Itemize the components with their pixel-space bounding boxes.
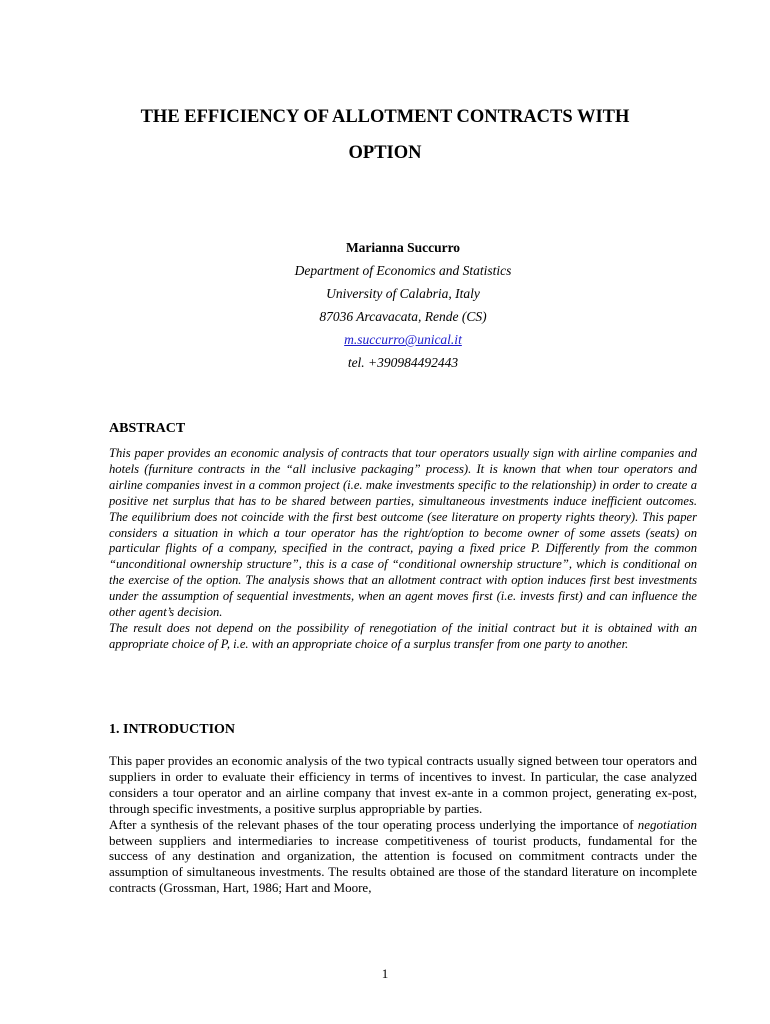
introduction-paragraph-2-start: After a synthesis of the relevant phases of the tour operating process underlying the importance of (109, 816, 638, 832)
abstract-body (109, 446, 697, 653)
introduction-body (109, 753, 697, 896)
title-line-2: OPTION (348, 143, 422, 163)
introduction-paragraph-2 (109, 817, 697, 897)
author-name: Marianna Succurro (345, 240, 461, 255)
author-department: Department of Economics and Statistics (294, 263, 512, 278)
paper-title (60, 99, 710, 171)
introduction-heading: 1. INTRODUCTION (109, 722, 236, 737)
negotiation-emphasis: negotiation (637, 816, 697, 832)
author-telephone: tel. +390984492443 (347, 355, 459, 370)
introduction-paragraph-2-end: between suppliers and intermediaries to increase competitiveness of tourist products, fundamental for the success of any destination and organization, the attention is focused on commitment contracts under the assumption of simultaneous investments. The results obtained are those of the standard literature on incomplete contracts (Grossman, Hart, 1986; Hart and Moore, (109, 832, 697, 896)
introduction-paragraph-1: This paper provides an economic analysis of the two typical contracts usually signed between tour operators and suppliers in order to evaluate their efficiency in terms of incentives to invest. In particular, the case analyzed considers a tour operator and an airline company that invest ex-ante in a common project, generating ex-post, through specific investments, a positive surplus appropriable by parties. (109, 753, 697, 816)
abstract-paragraph-1: This paper provides an economic analysis of contracts that tour operators usually sign with airline companies and hotels (furniture contracts in the “all inclusive packaging” process). It is known that when tour operators and airline companies invest in a common project (i.e. make investments specific to the relationship) in order to create a positive net surplus that has to be shared between parties, simultaneous investments induce inefficient outcomes. The equilibrium does not coincide with the first best outcome (see literature on property rights theory). This paper considers a situation in which a tour operator has the right/option to become owner of some assets (seats) on particular flights of a company, specified in the contract, paying a fixed price P. Differently from the common “unconditional ownership structure”, this is a case of “conditional ownership structure”, which is conditional on the exercise of the option. The analysis shows that an allotment contract with option induces first best investments under the assumption of sequential investments, when an agent moves first (i.e. invests first) and can influence the other agent’s decision. (109, 446, 697, 620)
title-line-1: THE EFFICIENCY OF ALLOTMENT CONTRACTS WITH (140, 107, 630, 127)
author-university: University of Calabria, Italy (326, 286, 480, 301)
author-email-link[interactable]: m.succurro@unical.it (344, 332, 462, 347)
abstract-paragraph-2: The result does not depend on the possibility of renegotiation of the initial contract but it is obtained with an appropriate choice of P, i.e. with an appropriate choice of a surplus transfer from one party to another. (109, 620, 697, 651)
page-number: 1 (381, 966, 389, 981)
author-block (60, 236, 746, 374)
author-address: 87036 Arcavacata, Rende (CS) (319, 309, 487, 324)
abstract-heading: ABSTRACT (109, 421, 186, 436)
